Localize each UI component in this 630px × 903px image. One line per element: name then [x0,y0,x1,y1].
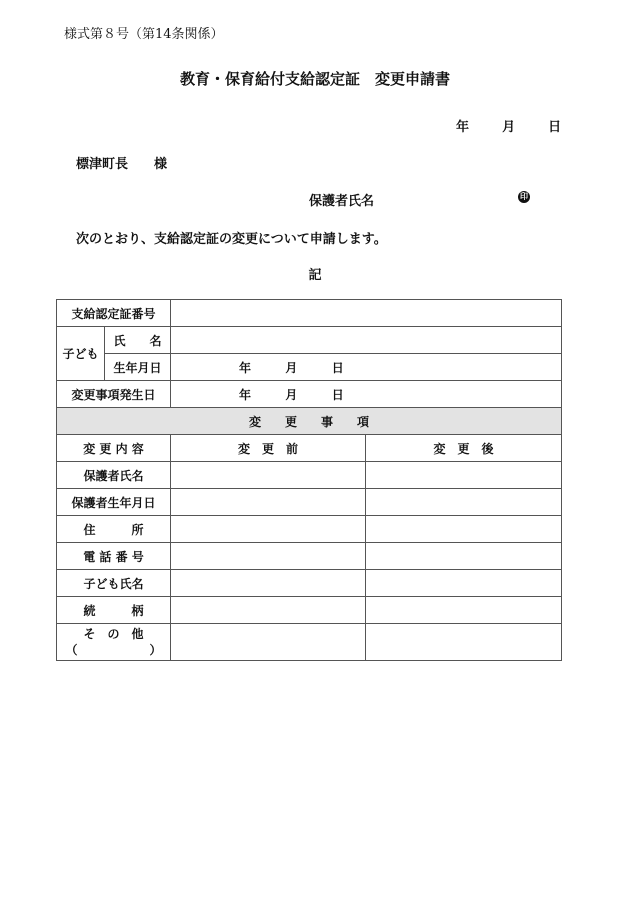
guardian-name-after[interactable] [366,462,562,489]
ki-heading: 記 [308,268,322,283]
phone-after[interactable] [366,543,562,570]
col-before: 変 更 前 [171,435,366,462]
phone-before[interactable] [171,543,366,570]
child-birth-field[interactable] [171,354,562,381]
change-items-header: 変 更 事 項 [57,408,562,435]
change-date-field[interactable] [171,381,562,408]
birth-month: 月 [285,360,298,375]
date-month: 月 [502,120,516,135]
table-row [57,624,562,661]
table-row [57,435,562,462]
col-change-content: 変 更 内 容 [57,435,171,462]
child-name-field[interactable] [171,327,562,354]
cert-number-label: 支給認定証番号 [57,300,171,327]
row-other [57,624,171,661]
address-before[interactable] [171,516,366,543]
table-row [57,516,562,543]
change-year: 年 [239,387,252,402]
table-row [57,543,562,570]
table-row [57,408,562,435]
table-row [57,354,562,381]
date-year: 年 [456,120,470,135]
birth-day: 日 [331,360,344,375]
guardian-birth-before[interactable] [171,489,366,516]
child-name-after[interactable] [366,570,562,597]
other-after[interactable] [366,624,562,661]
row-guardian-name: 保護者氏名 [57,462,171,489]
address-after[interactable] [366,516,562,543]
table-row [57,300,562,327]
row-address: 住 所 [57,516,171,543]
guardian-name-label: 保護者氏名 [309,194,375,209]
child-label: 子ども [57,327,105,381]
table-row [57,381,562,408]
guardian-name-before[interactable] [171,462,366,489]
other-label: そ の 他 [83,627,144,641]
child-name-before[interactable] [171,570,366,597]
change-date-label: 変更事項発生日 [57,381,171,408]
change-day: 日 [331,387,344,402]
table-row [57,570,562,597]
relation-before[interactable] [171,597,366,624]
seal-mark-icon: 印 [520,192,528,201]
table-row [57,327,562,354]
child-name-label: 氏 名 [105,327,171,354]
cert-number-field[interactable] [171,300,562,327]
form-number: 様式第８号（第14条関係） [64,27,224,42]
document-title: 教育・保育給付支給認定証 変更申請書 [179,70,450,88]
other-before[interactable] [171,624,366,661]
addressee: 標津町長 様 [76,157,168,172]
child-birth-label: 生年月日 [105,354,171,381]
other-paren: （ ） [65,643,162,657]
relation-after[interactable] [366,597,562,624]
col-after: 変 更 後 [366,435,562,462]
table-row [57,597,562,624]
guardian-birth-after[interactable] [366,489,562,516]
row-guardian-birth: 保護者生年月日 [57,489,171,516]
row-child-name: 子ども氏名 [57,570,171,597]
intro-text: 次のとおり、支給認定証の変更について申請します。 [76,232,387,247]
date-day: 日 [548,120,562,135]
table-row [57,489,562,516]
application-table [56,299,562,661]
table-row [57,462,562,489]
row-phone: 電 話 番 号 [57,543,171,570]
birth-year: 年 [239,360,252,375]
row-relation: 続 柄 [57,597,171,624]
change-month: 月 [285,387,298,402]
application-date [456,116,561,135]
